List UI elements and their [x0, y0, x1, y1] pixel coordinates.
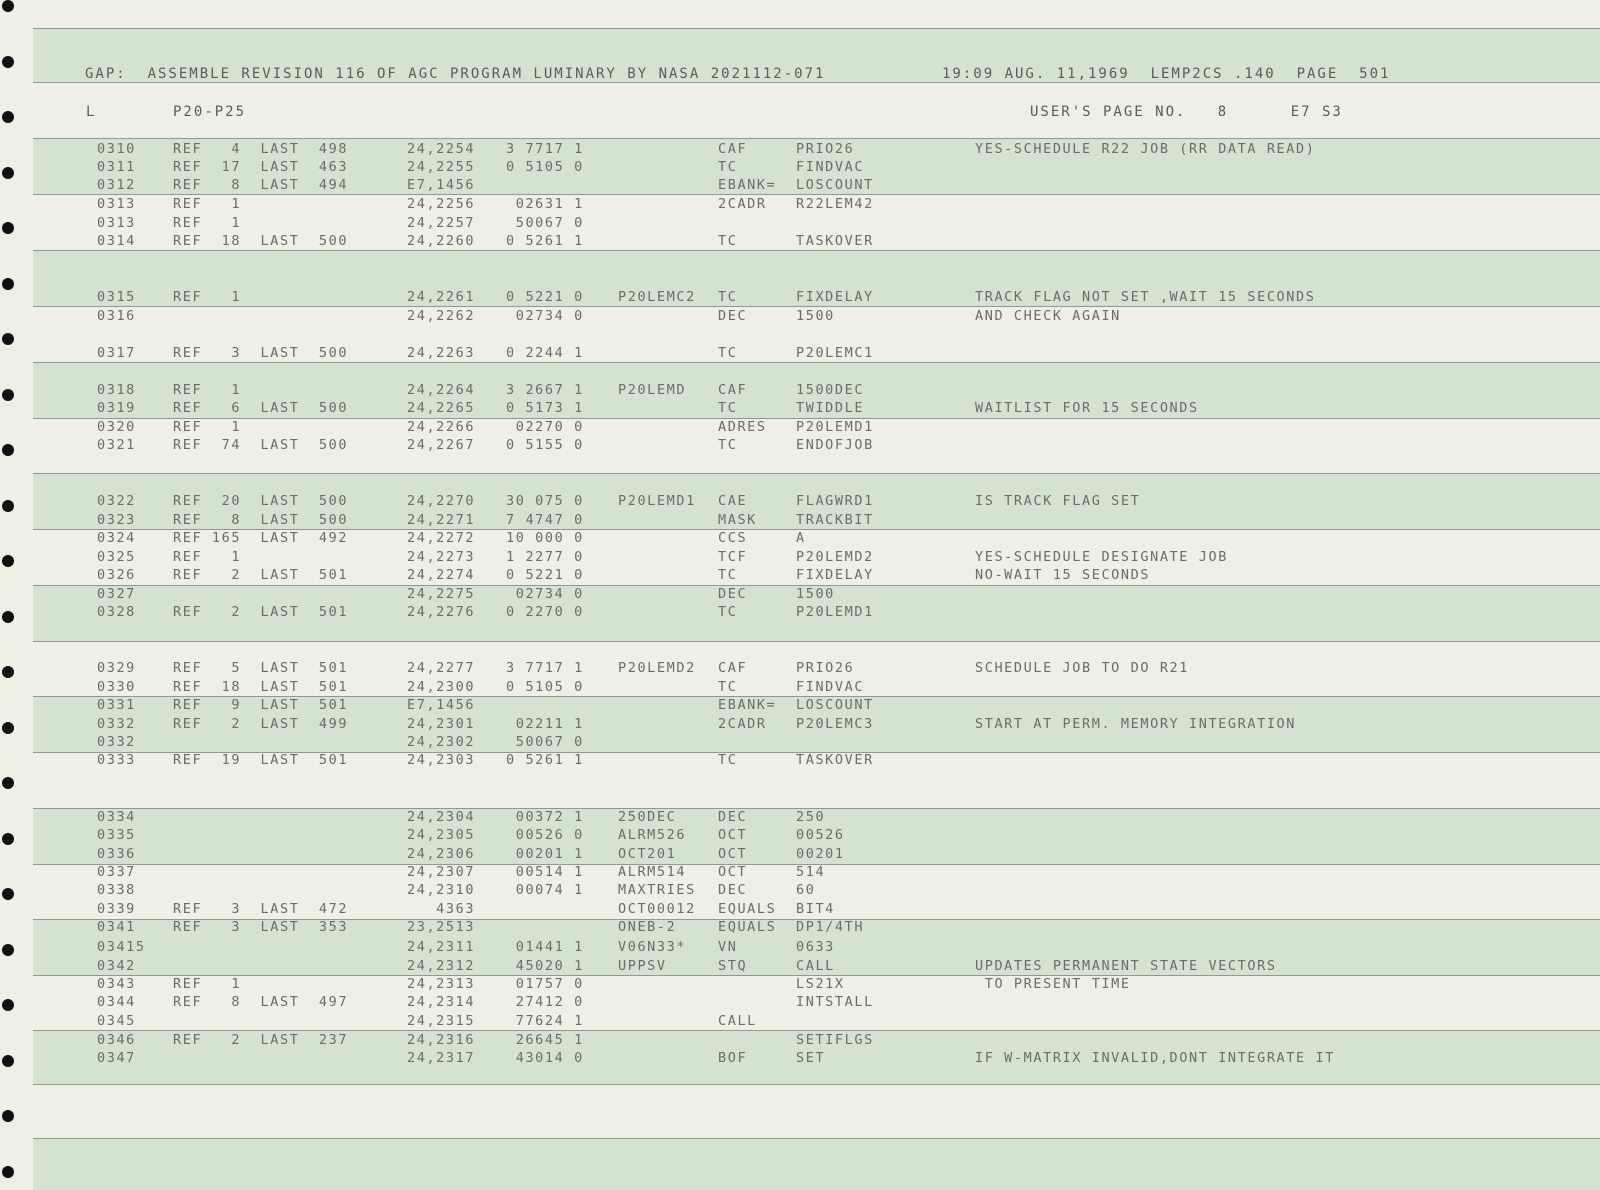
- row-addr: 24,2254: [407, 141, 476, 157]
- row-operand: P20LEMD1: [796, 419, 874, 435]
- row-addr: 24,2262: [407, 308, 476, 324]
- row-line: 0341: [97, 919, 136, 935]
- row-line: 0333: [97, 752, 136, 768]
- row-line: 03415: [97, 939, 146, 955]
- row-op: EQUALS: [718, 901, 777, 917]
- row-ref: REF 3 LAST 353: [173, 919, 349, 935]
- row-ref: REF 3 LAST 500: [173, 345, 349, 361]
- row-code: 0 5105 0: [506, 159, 584, 175]
- row-addr: 24,2255: [407, 159, 476, 175]
- feed-hole: [2, 1055, 14, 1067]
- row-op: STQ: [718, 958, 748, 974]
- row-op: CAE: [718, 493, 748, 509]
- row-operand: P20LEMC3: [796, 716, 874, 732]
- row-code: 26645 1: [506, 1032, 584, 1048]
- row-code: 0 5155 0: [506, 437, 584, 453]
- greenbar: [33, 1138, 1600, 1190]
- row-line: 0347: [97, 1050, 136, 1066]
- row-label: MAXTRIES: [618, 882, 696, 898]
- row-label: 250DEC: [618, 809, 677, 825]
- row-label: P20LEMC2: [618, 289, 696, 305]
- feed-hole: [2, 1166, 14, 1178]
- row-line: 0314: [97, 233, 136, 249]
- row-code: 43014 0: [506, 1050, 584, 1066]
- feed-hole: [2, 555, 14, 567]
- row-ref: REF 20 LAST 500: [173, 493, 349, 509]
- row-addr: 24,2314: [407, 994, 476, 1010]
- row-label: P20LEMD1: [618, 493, 696, 509]
- row-ref: REF 17 LAST 463: [173, 159, 349, 175]
- row-operand: ENDOFJOB: [796, 437, 874, 453]
- row-operand: LS21X: [796, 976, 845, 992]
- row-code: 02631 1: [506, 196, 584, 212]
- row-op: 2CADR: [718, 196, 767, 212]
- row-line: 0322: [97, 493, 136, 509]
- row-addr: 24,2264: [407, 382, 476, 398]
- row-ref: REF 5 LAST 501: [173, 660, 349, 676]
- row-ref: REF 8 LAST 497: [173, 994, 349, 1010]
- row-line: 0345: [97, 1013, 136, 1029]
- row-op: 2CADR: [718, 716, 767, 732]
- row-ref: REF 4 LAST 498: [173, 141, 349, 157]
- row-operand: CALL: [796, 958, 835, 974]
- row-operand: 1500: [796, 586, 835, 602]
- band-rule: [33, 362, 1600, 363]
- row-line: 0335: [97, 827, 136, 843]
- row-addr: 24,2304: [407, 809, 476, 825]
- row-comment: IF W-MATRIX INVALID,DONT INTEGRATE IT: [975, 1050, 1335, 1066]
- row-ref: REF 1: [173, 215, 242, 231]
- row-op: EBANK=: [718, 697, 777, 713]
- band-rule: [33, 138, 1600, 139]
- row-code: 00074 1: [506, 882, 584, 898]
- row-comment: IS TRACK FLAG SET: [975, 493, 1141, 509]
- row-label: P20LEMD: [618, 382, 687, 398]
- row-code: 3 7717 1: [506, 141, 584, 157]
- row-addr: 24,2267: [407, 437, 476, 453]
- row-code: 77624 1: [506, 1013, 584, 1029]
- row-operand: P20LEMD1: [796, 604, 874, 620]
- row-op: TC: [718, 159, 738, 175]
- row-line: 0317: [97, 345, 136, 361]
- row-ref: REF 1: [173, 549, 242, 565]
- row-addr: 24,2275: [407, 586, 476, 602]
- row-label: UPPSV: [618, 958, 667, 974]
- row-op: ADRES: [718, 419, 767, 435]
- row-addr: 24,2316: [407, 1032, 476, 1048]
- feed-hole: [2, 611, 14, 623]
- row-code: 1 2277 0: [506, 549, 584, 565]
- row-addr: 24,2313: [407, 976, 476, 992]
- row-comment: YES-SCHEDULE DESIGNATE JOB: [975, 549, 1228, 565]
- row-line: 0326: [97, 567, 136, 583]
- row-code: 0 5261 1: [506, 233, 584, 249]
- row-ref: REF 18 LAST 501: [173, 679, 349, 695]
- row-operand: PRIO26: [796, 141, 855, 157]
- row-code: 50067 0: [506, 215, 584, 231]
- row-line: 0329: [97, 660, 136, 676]
- row-label: V06N33*: [618, 939, 687, 955]
- row-ref: REF 1: [173, 289, 242, 305]
- row-op: CAF: [718, 382, 748, 398]
- row-operand: SET: [796, 1050, 826, 1066]
- row-code: 7 4747 0: [506, 512, 584, 528]
- row-addr: 24,2271: [407, 512, 476, 528]
- feed-hole: [2, 833, 14, 845]
- row-addr: 24,2273: [407, 549, 476, 565]
- band-rule: [33, 250, 1600, 251]
- band-rule: [33, 1084, 1600, 1085]
- listing-title: GAP: ASSEMBLE REVISION 116 OF AGC PROGRAM LUMINARY BY NASA 2021112-071: [85, 66, 826, 82]
- row-op: DEC: [718, 809, 748, 825]
- row-addr: 24,2315: [407, 1013, 476, 1029]
- row-addr: E7,1456: [407, 177, 476, 193]
- row-code: 00526 0: [506, 827, 584, 843]
- feed-hole: [2, 333, 14, 345]
- row-ref: REF 1: [173, 382, 242, 398]
- row-line: 0324: [97, 530, 136, 546]
- row-code: 00201 1: [506, 846, 584, 862]
- feed-hole: [2, 944, 14, 956]
- row-code: 0 2244 1: [506, 345, 584, 361]
- row-addr: 24,2261: [407, 289, 476, 305]
- row-operand: 250: [796, 809, 826, 825]
- row-addr: 24,2260: [407, 233, 476, 249]
- row-addr: 24,2307: [407, 864, 476, 880]
- band-rule: [33, 473, 1600, 474]
- row-ref: REF 165 LAST 492: [173, 530, 349, 546]
- row-addr: 4363: [407, 901, 476, 917]
- row-operand: 1500DEC: [796, 382, 865, 398]
- row-ref: REF 9 LAST 501: [173, 697, 349, 713]
- band-rule: [33, 1138, 1600, 1139]
- feed-hole: [2, 500, 14, 512]
- row-operand: R22LEM42: [796, 196, 874, 212]
- row-line: 0332: [97, 734, 136, 750]
- section-name: P20-P25: [173, 104, 247, 120]
- row-ref: REF 74 LAST 500: [173, 437, 349, 453]
- row-addr: 24,2277: [407, 660, 476, 676]
- row-op: OCT: [718, 846, 748, 862]
- row-op: TC: [718, 567, 738, 583]
- row-addr: 24,2306: [407, 846, 476, 862]
- row-op: TC: [718, 345, 738, 361]
- row-addr: 24,2272: [407, 530, 476, 546]
- row-code: 02211 1: [506, 716, 584, 732]
- row-line: 0346: [97, 1032, 136, 1048]
- feed-hole: [2, 666, 14, 678]
- row-operand: SETIFLGS: [796, 1032, 874, 1048]
- row-line: 0343: [97, 976, 136, 992]
- row-addr: 24,2317: [407, 1050, 476, 1066]
- row-op: DEC: [718, 586, 748, 602]
- row-op: DEC: [718, 882, 748, 898]
- row-comment: TRACK FLAG NOT SET ,WAIT 15 SECONDS: [975, 289, 1316, 305]
- row-op: CAF: [718, 141, 748, 157]
- row-operand: FINDVAC: [796, 159, 865, 175]
- row-line: 0313: [97, 196, 136, 212]
- row-ref: REF 2 LAST 501: [173, 567, 349, 583]
- row-operand: FIXDELAY: [796, 567, 874, 583]
- row-addr: 24,2276: [407, 604, 476, 620]
- row-op: OCT: [718, 864, 748, 880]
- row-operand: TRACKBIT: [796, 512, 874, 528]
- row-op: CCS: [718, 530, 748, 546]
- row-op: TC: [718, 679, 738, 695]
- row-addr: 24,2300: [407, 679, 476, 695]
- row-label: OCT201: [618, 846, 677, 862]
- row-code: 00372 1: [506, 809, 584, 825]
- row-line: 0313: [97, 215, 136, 231]
- row-operand: 00201: [796, 846, 845, 862]
- row-line: 0310: [97, 141, 136, 157]
- row-addr: 24,2311: [407, 939, 476, 955]
- row-operand: P20LEMD2: [796, 549, 874, 565]
- row-op: CAF: [718, 660, 748, 676]
- row-line: 0320: [97, 419, 136, 435]
- row-op: TC: [718, 289, 738, 305]
- row-comment: UPDATES PERMANENT STATE VECTORS: [975, 958, 1277, 974]
- row-code: 27412 0: [506, 994, 584, 1010]
- row-addr: 23,2513: [407, 919, 476, 935]
- row-operand: 1500: [796, 308, 835, 324]
- row-code: 3 2667 1: [506, 382, 584, 398]
- row-comment: AND CHECK AGAIN: [975, 308, 1121, 324]
- row-addr: 24,2312: [407, 958, 476, 974]
- row-code: 3 7717 1: [506, 660, 584, 676]
- row-line: 0312: [97, 177, 136, 193]
- feed-hole: [2, 222, 14, 234]
- row-operand: 514: [796, 864, 826, 880]
- row-line: 0334: [97, 809, 136, 825]
- row-code: 50067 0: [506, 734, 584, 750]
- row-addr: 24,2256: [407, 196, 476, 212]
- row-addr: 24,2301: [407, 716, 476, 732]
- row-op: TC: [718, 752, 738, 768]
- row-ref: REF 6 LAST 500: [173, 400, 349, 416]
- row-comment: SCHEDULE JOB TO DO R21: [975, 660, 1190, 676]
- row-ref: REF 19 LAST 501: [173, 752, 349, 768]
- band-rule: [33, 28, 1600, 29]
- band-rule: [33, 82, 1600, 83]
- row-label: ALRM526: [618, 827, 687, 843]
- row-operand: 60: [796, 882, 816, 898]
- row-operand: 0633: [796, 939, 835, 955]
- row-operand: TASKOVER: [796, 752, 874, 768]
- band-rule: [33, 194, 1600, 195]
- row-operand: 00526: [796, 827, 845, 843]
- row-op: TC: [718, 437, 738, 453]
- row-label: ONEB-2: [618, 919, 677, 935]
- row-op: CALL: [718, 1013, 757, 1029]
- row-addr: 24,2257: [407, 215, 476, 231]
- feed-hole: [2, 722, 14, 734]
- row-line: 0330: [97, 679, 136, 695]
- row-addr: 24,2305: [407, 827, 476, 843]
- row-op: BOF: [718, 1050, 748, 1066]
- row-addr: 24,2265: [407, 400, 476, 416]
- row-op: EBANK=: [718, 177, 777, 193]
- feed-hole: [2, 56, 14, 68]
- row-label: ALRM514: [618, 864, 687, 880]
- row-op: TC: [718, 233, 738, 249]
- row-op: EQUALS: [718, 919, 777, 935]
- row-line: 0325: [97, 549, 136, 565]
- row-code: 01757 0: [506, 976, 584, 992]
- row-addr: 24,2274: [407, 567, 476, 583]
- row-ref: REF 2 LAST 237: [173, 1032, 349, 1048]
- row-line: 0337: [97, 864, 136, 880]
- row-operand: FINDVAC: [796, 679, 865, 695]
- row-operand: PRIO26: [796, 660, 855, 676]
- row-operand: TASKOVER: [796, 233, 874, 249]
- row-line: 0311: [97, 159, 136, 175]
- row-operand: LOSCOUNT: [796, 177, 874, 193]
- row-code: 10 000 0: [506, 530, 584, 546]
- row-line: 0315: [97, 289, 136, 305]
- row-code: 02270 0: [506, 419, 584, 435]
- row-line: 0336: [97, 846, 136, 862]
- row-operand: FLAGWRD1: [796, 493, 874, 509]
- row-ref: REF 8 LAST 494: [173, 177, 349, 193]
- row-line: 0327: [97, 586, 136, 602]
- row-comment: START AT PERM. MEMORY INTEGRATION: [975, 716, 1297, 732]
- row-ref: REF 1: [173, 196, 242, 212]
- row-ref: REF 2 LAST 501: [173, 604, 349, 620]
- row-line: 0338: [97, 882, 136, 898]
- feed-hole: [2, 278, 14, 290]
- row-label: P20LEMD2: [618, 660, 696, 676]
- row-operand: BIT4: [796, 901, 835, 917]
- row-line: 0331: [97, 697, 136, 713]
- row-code: 30 075 0: [506, 493, 584, 509]
- row-line: 0323: [97, 512, 136, 528]
- row-op: OCT: [718, 827, 748, 843]
- row-comment: NO-WAIT 15 SECONDS: [975, 567, 1151, 583]
- band-rule: [33, 641, 1600, 642]
- band-rule: [33, 1030, 1600, 1031]
- feed-hole: [2, 389, 14, 401]
- row-operand: P20LEMC1: [796, 345, 874, 361]
- row-line: 0318: [97, 382, 136, 398]
- row-ref: REF 1: [173, 419, 242, 435]
- row-code: 02734 0: [506, 308, 584, 324]
- row-code: 45020 1: [506, 958, 584, 974]
- row-code: 0 2270 0: [506, 604, 584, 620]
- feed-hole: [2, 1110, 14, 1122]
- row-line: 0316: [97, 308, 136, 324]
- row-op: TC: [718, 604, 738, 620]
- row-addr: E7,1456: [407, 697, 476, 713]
- row-addr: 24,2310: [407, 882, 476, 898]
- row-op: VN: [718, 939, 738, 955]
- row-line: 0332: [97, 716, 136, 732]
- row-operand: DP1/4TH: [796, 919, 865, 935]
- row-code: 0 5221 0: [506, 567, 584, 583]
- row-code: 01441 1: [506, 939, 584, 955]
- feed-hole: [2, 167, 14, 179]
- row-op: MASK: [718, 512, 757, 528]
- row-op: DEC: [718, 308, 748, 324]
- row-label: OCT00012: [618, 901, 696, 917]
- row-line: 0339: [97, 901, 136, 917]
- users-page-number: USER'S PAGE NO. 8 E7 S3: [1030, 104, 1343, 120]
- row-addr: 24,2266: [407, 419, 476, 435]
- row-code: 0 5261 1: [506, 752, 584, 768]
- feed-hole: [2, 999, 14, 1011]
- row-code: 02734 0: [506, 586, 584, 602]
- row-line: 0342: [97, 958, 136, 974]
- row-ref: REF 8 LAST 500: [173, 512, 349, 528]
- row-addr: 24,2263: [407, 345, 476, 361]
- row-comment: WAITLIST FOR 15 SECONDS: [975, 400, 1199, 416]
- row-operand: A: [796, 530, 806, 546]
- row-comment: YES-SCHEDULE R22 JOB (RR DATA READ): [975, 141, 1316, 157]
- row-addr: 24,2303: [407, 752, 476, 768]
- row-ref: REF 3 LAST 472: [173, 901, 349, 917]
- row-line: 0344: [97, 994, 136, 1010]
- row-line: 0328: [97, 604, 136, 620]
- row-addr: 24,2302: [407, 734, 476, 750]
- row-code: 0 5173 1: [506, 400, 584, 416]
- row-line: 0319: [97, 400, 136, 416]
- row-comment: TO PRESENT TIME: [975, 976, 1131, 992]
- row-code: 0 5105 0: [506, 679, 584, 695]
- row-ref: REF 1: [173, 976, 242, 992]
- band-rule: [33, 306, 1600, 307]
- row-code: 0 5221 0: [506, 289, 584, 305]
- feed-hole: [2, 777, 14, 789]
- row-operand: INTSTALL: [796, 994, 874, 1010]
- log-letter: L: [86, 104, 97, 120]
- row-operand: FIXDELAY: [796, 289, 874, 305]
- feed-hole: [2, 444, 14, 456]
- feed-hole: [2, 0, 14, 12]
- row-line: 0321: [97, 437, 136, 453]
- row-operand: LOSCOUNT: [796, 697, 874, 713]
- feed-hole: [2, 888, 14, 900]
- tractor-feed-holes: [0, 0, 20, 1190]
- row-addr: 24,2270: [407, 493, 476, 509]
- row-ref: REF 2 LAST 499: [173, 716, 349, 732]
- row-code: 00514 1: [506, 864, 584, 880]
- row-operand: TWIDDLE: [796, 400, 865, 416]
- row-op: TCF: [718, 549, 748, 565]
- feed-hole: [2, 111, 14, 123]
- row-op: TC: [718, 400, 738, 416]
- listing-timestamp: 19:09 AUG. 11,1969 LEMP2CS .140 PAGE 501: [942, 66, 1391, 82]
- row-ref: REF 18 LAST 500: [173, 233, 349, 249]
